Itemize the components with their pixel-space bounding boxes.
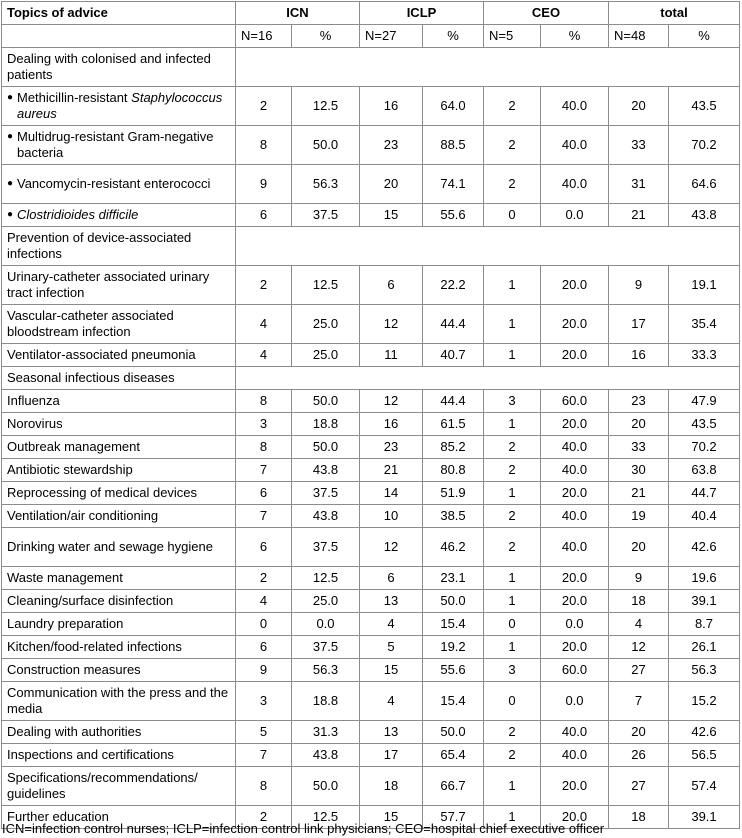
topic-cell: Outbreak management: [2, 436, 236, 459]
percent-cell: 55.6: [423, 659, 484, 682]
topic-cell: [2, 204, 236, 227]
percent-cell: 22.2: [423, 266, 484, 305]
count-cell: 8: [236, 126, 292, 165]
count-cell: 14: [360, 482, 423, 505]
percent-cell: 37.5: [292, 528, 360, 567]
italic-text: Staphylococcus aureus: [17, 90, 223, 121]
table-row: [2, 767, 740, 806]
count-cell: 2: [484, 436, 541, 459]
table-row: [2, 87, 740, 126]
bullet-icon: ●: [7, 178, 14, 189]
percent-cell: 85.2: [423, 436, 484, 459]
count-cell: 4: [236, 305, 292, 344]
percent-cell: 38.5: [423, 505, 484, 528]
count-cell: 23: [609, 390, 669, 413]
count-cell: 20: [609, 413, 669, 436]
bullet-icon: ●: [7, 131, 14, 142]
count-cell: 15: [360, 806, 423, 829]
topic-label: [17, 129, 230, 161]
percent-cell: 64.6: [669, 165, 740, 204]
count-cell: 6: [236, 204, 292, 227]
table-row: [2, 204, 740, 227]
topic-cell: Dealing with authorities: [2, 721, 236, 744]
text-segment: Multidrug-resistant Gram-negative bacteria: [17, 129, 214, 160]
topic-label: [17, 90, 230, 122]
count-cell: 1: [484, 482, 541, 505]
count-cell: 13: [360, 590, 423, 613]
topic-cell: Kitchen/food-related infections: [2, 636, 236, 659]
percent-cell: 43.5: [669, 413, 740, 436]
group-header-ceo: CEO: [484, 2, 609, 25]
percent-cell: 20.0: [541, 305, 609, 344]
percent-cell: 40.0: [541, 87, 609, 126]
count-cell: 3: [236, 682, 292, 721]
count-cell: 3: [484, 390, 541, 413]
count-cell: 9: [236, 165, 292, 204]
topic-cell: Ventilator-associated pneumonia: [2, 344, 236, 367]
percent-cell: 64.0: [423, 87, 484, 126]
percent-cell: 19.1: [669, 266, 740, 305]
percent-cell: 0.0: [541, 613, 609, 636]
percent-cell: 20.0: [541, 806, 609, 829]
percent-cell: 35.4: [669, 305, 740, 344]
topic-cell: Specifications/recommendations/ guidelines: [2, 767, 236, 806]
table-row: [2, 721, 740, 744]
percent-cell: 56.3: [669, 659, 740, 682]
subheader-cell: %: [292, 25, 360, 48]
percent-cell: 20.0: [541, 266, 609, 305]
count-cell: 8: [236, 767, 292, 806]
count-cell: 2: [236, 806, 292, 829]
count-cell: 23: [360, 436, 423, 459]
percent-cell: 40.4: [669, 505, 740, 528]
topic-label: [17, 176, 230, 192]
count-cell: 20: [609, 87, 669, 126]
percent-cell: 43.5: [669, 87, 740, 126]
percent-cell: 40.0: [541, 165, 609, 204]
count-cell: 1: [484, 590, 541, 613]
count-cell: 15: [360, 659, 423, 682]
topic-cell: Waste management: [2, 567, 236, 590]
percent-cell: 47.9: [669, 390, 740, 413]
count-cell: 6: [360, 567, 423, 590]
percent-cell: 20.0: [541, 567, 609, 590]
group-header-total: total: [609, 2, 740, 25]
percent-cell: 40.0: [541, 459, 609, 482]
percent-cell: 50.0: [423, 590, 484, 613]
percent-cell: 39.1: [669, 806, 740, 829]
count-cell: 26: [609, 744, 669, 767]
subheader-cell: N=48: [609, 25, 669, 48]
count-cell: 6: [236, 528, 292, 567]
topic-cell: Communication with the press and the media: [2, 682, 236, 721]
topic-cell: Antibiotic stewardship: [2, 459, 236, 482]
count-cell: 7: [236, 505, 292, 528]
table-row: [2, 590, 740, 613]
topic-cell: Inspections and certifications: [2, 744, 236, 767]
count-cell: 8: [236, 390, 292, 413]
percent-cell: 20.0: [541, 482, 609, 505]
table-row: [2, 436, 740, 459]
percent-cell: 50.0: [292, 767, 360, 806]
topic-cell: Cleaning/surface disinfection: [2, 590, 236, 613]
topics-header: Topics of advice: [2, 2, 236, 25]
count-cell: 12: [360, 305, 423, 344]
count-cell: 1: [484, 344, 541, 367]
percent-cell: 40.0: [541, 505, 609, 528]
table-row: [2, 528, 740, 567]
count-cell: 16: [360, 413, 423, 436]
count-cell: 20: [609, 528, 669, 567]
count-cell: 2: [484, 459, 541, 482]
percent-cell: 25.0: [292, 305, 360, 344]
percent-cell: 40.0: [541, 436, 609, 459]
percent-cell: 19.2: [423, 636, 484, 659]
subheader-cell: %: [669, 25, 740, 48]
table-row: [2, 305, 740, 344]
topic-cell: Drinking water and sewage hygiene: [2, 528, 236, 567]
count-cell: 27: [609, 767, 669, 806]
count-cell: 0: [484, 204, 541, 227]
advice-table: [1, 1, 740, 829]
count-cell: 13: [360, 721, 423, 744]
percent-cell: 25.0: [292, 344, 360, 367]
percent-cell: 44.4: [423, 390, 484, 413]
topic-label: [17, 207, 230, 223]
table-row: [2, 390, 740, 413]
percent-cell: 55.6: [423, 204, 484, 227]
percent-cell: 15.4: [423, 613, 484, 636]
count-cell: 16: [609, 344, 669, 367]
percent-cell: 57.7: [423, 806, 484, 829]
count-cell: 18: [609, 590, 669, 613]
table-row: [2, 344, 740, 367]
count-cell: 18: [360, 767, 423, 806]
percent-cell: 80.8: [423, 459, 484, 482]
percent-cell: 12.5: [292, 567, 360, 590]
percent-cell: 37.5: [292, 636, 360, 659]
percent-cell: 56.3: [292, 659, 360, 682]
percent-cell: 20.0: [541, 344, 609, 367]
count-cell: 4: [360, 682, 423, 721]
section-label: Seasonal infectious diseases: [2, 367, 236, 390]
count-cell: 3: [484, 659, 541, 682]
group-header-iclp: ICLP: [360, 2, 484, 25]
percent-cell: 40.0: [541, 126, 609, 165]
percent-cell: 19.6: [669, 567, 740, 590]
count-cell: 7: [236, 459, 292, 482]
count-cell: 10: [360, 505, 423, 528]
count-cell: 18: [609, 806, 669, 829]
subheader-row: [2, 25, 740, 48]
percent-cell: 88.5: [423, 126, 484, 165]
count-cell: 33: [609, 126, 669, 165]
count-cell: 12: [609, 636, 669, 659]
percent-cell: 37.5: [292, 482, 360, 505]
count-cell: 23: [360, 126, 423, 165]
percent-cell: 46.2: [423, 528, 484, 567]
percent-cell: 50.0: [292, 126, 360, 165]
topic-cell: Reprocessing of medical devices: [2, 482, 236, 505]
count-cell: 21: [609, 482, 669, 505]
count-cell: 6: [236, 636, 292, 659]
group-header-icn: ICN: [236, 2, 360, 25]
count-cell: 1: [484, 806, 541, 829]
count-cell: 31: [609, 165, 669, 204]
subheader-cell: N=5: [484, 25, 541, 48]
percent-cell: 42.6: [669, 528, 740, 567]
percent-cell: 12.5: [292, 87, 360, 126]
subheader-cell: N=27: [360, 25, 423, 48]
percent-cell: 20.0: [541, 590, 609, 613]
percent-cell: 66.7: [423, 767, 484, 806]
percent-cell: 31.3: [292, 721, 360, 744]
section-empty-cell: [236, 48, 740, 87]
count-cell: 17: [609, 305, 669, 344]
table-row: [2, 744, 740, 767]
percent-cell: 40.0: [541, 721, 609, 744]
subheader-cell: %: [541, 25, 609, 48]
text-segment: Methicillin-resistant: [17, 90, 132, 105]
percent-cell: 57.4: [669, 767, 740, 806]
percent-cell: 60.0: [541, 659, 609, 682]
section-row: [2, 48, 740, 87]
count-cell: 2: [484, 505, 541, 528]
table-row: [2, 505, 740, 528]
percent-cell: 0.0: [292, 613, 360, 636]
percent-cell: 18.8: [292, 413, 360, 436]
topic-cell: Construction measures: [2, 659, 236, 682]
count-cell: 17: [360, 744, 423, 767]
count-cell: 27: [609, 659, 669, 682]
table-row: [2, 659, 740, 682]
percent-cell: 50.0: [423, 721, 484, 744]
count-cell: 8: [236, 436, 292, 459]
table-row: [2, 613, 740, 636]
count-cell: 33: [609, 436, 669, 459]
text-segment: Vancomycin-resistant enterococci: [17, 176, 211, 191]
header-row: [2, 2, 740, 25]
percent-cell: 70.2: [669, 436, 740, 459]
count-cell: 6: [360, 266, 423, 305]
table-row: [2, 567, 740, 590]
count-cell: 30: [609, 459, 669, 482]
topic-cell: Ventilation/air conditioning: [2, 505, 236, 528]
count-cell: 19: [609, 505, 669, 528]
percent-cell: 12.5: [292, 266, 360, 305]
count-cell: 9: [236, 659, 292, 682]
percent-cell: 0.0: [541, 204, 609, 227]
percent-cell: 8.7: [669, 613, 740, 636]
count-cell: 2: [484, 126, 541, 165]
italic-text: Clostridioides difficile: [17, 207, 139, 222]
count-cell: 1: [484, 636, 541, 659]
percent-cell: 56.5: [669, 744, 740, 767]
section-row: [2, 227, 740, 266]
table-row: [2, 126, 740, 165]
percent-cell: 51.9: [423, 482, 484, 505]
percent-cell: 56.3: [292, 165, 360, 204]
count-cell: 0: [484, 613, 541, 636]
table-row: [2, 266, 740, 305]
percent-cell: 33.3: [669, 344, 740, 367]
topic-cell: [2, 165, 236, 204]
count-cell: 9: [609, 266, 669, 305]
count-cell: 2: [236, 567, 292, 590]
percent-cell: 15.2: [669, 682, 740, 721]
percent-cell: 40.7: [423, 344, 484, 367]
percent-cell: 43.8: [292, 459, 360, 482]
topic-cell: Laundry preparation: [2, 613, 236, 636]
percent-cell: 20.0: [541, 413, 609, 436]
topic-cell: Norovirus: [2, 413, 236, 436]
percent-cell: 43.8: [292, 744, 360, 767]
table-row: [2, 165, 740, 204]
percent-cell: 40.0: [541, 528, 609, 567]
table-row: [2, 413, 740, 436]
count-cell: 1: [484, 567, 541, 590]
count-cell: 20: [609, 721, 669, 744]
section-label: Dealing with colonised and infected patients: [2, 48, 236, 87]
table-row: [2, 682, 740, 721]
percent-cell: 23.1: [423, 567, 484, 590]
count-cell: 4: [360, 613, 423, 636]
percent-cell: 20.0: [541, 767, 609, 806]
bullet-icon: ●: [7, 209, 14, 220]
percent-cell: 43.8: [292, 505, 360, 528]
bullet-icon: ●: [7, 92, 14, 103]
count-cell: 9: [609, 567, 669, 590]
count-cell: 5: [360, 636, 423, 659]
table-body: [2, 48, 740, 829]
count-cell: 5: [236, 721, 292, 744]
section-label: Prevention of device-associated infections: [2, 227, 236, 266]
count-cell: 2: [484, 528, 541, 567]
percent-cell: 20.0: [541, 636, 609, 659]
table-row: [2, 482, 740, 505]
count-cell: 7: [236, 744, 292, 767]
count-cell: 6: [236, 482, 292, 505]
count-cell: 0: [236, 613, 292, 636]
count-cell: 12: [360, 528, 423, 567]
subheader-cell: N=16: [236, 25, 292, 48]
count-cell: 15: [360, 204, 423, 227]
count-cell: 11: [360, 344, 423, 367]
table-footnote: ICN=infection control nurses; ICLP=infection control link physicians; CEO=hospital chief executive officer: [2, 821, 605, 836]
count-cell: 2: [484, 87, 541, 126]
count-cell: 21: [360, 459, 423, 482]
percent-cell: 18.8: [292, 682, 360, 721]
count-cell: 2: [484, 165, 541, 204]
count-cell: 4: [609, 613, 669, 636]
section-empty-cell: [236, 367, 740, 390]
percent-cell: 50.0: [292, 390, 360, 413]
table-row: [2, 459, 740, 482]
count-cell: 3: [236, 413, 292, 436]
topic-cell: Influenza: [2, 390, 236, 413]
count-cell: 21: [609, 204, 669, 227]
percent-cell: 65.4: [423, 744, 484, 767]
count-cell: 2: [236, 266, 292, 305]
count-cell: 1: [484, 767, 541, 806]
count-cell: 1: [484, 413, 541, 436]
count-cell: 20: [360, 165, 423, 204]
count-cell: 1: [484, 266, 541, 305]
table-row: [2, 636, 740, 659]
percent-cell: 0.0: [541, 682, 609, 721]
table-container: [1, 1, 740, 829]
count-cell: 2: [236, 87, 292, 126]
subheader-blank: [2, 25, 236, 48]
count-cell: 2: [484, 744, 541, 767]
topic-cell: Vascular-catheter associated bloodstream infection: [2, 305, 236, 344]
section-empty-cell: [236, 227, 740, 266]
count-cell: 16: [360, 87, 423, 126]
percent-cell: 44.7: [669, 482, 740, 505]
percent-cell: 42.6: [669, 721, 740, 744]
percent-cell: 37.5: [292, 204, 360, 227]
percent-cell: 61.5: [423, 413, 484, 436]
count-cell: 4: [236, 344, 292, 367]
percent-cell: 70.2: [669, 126, 740, 165]
percent-cell: 44.4: [423, 305, 484, 344]
count-cell: 4: [236, 590, 292, 613]
topic-cell: [2, 87, 236, 126]
percent-cell: 63.8: [669, 459, 740, 482]
percent-cell: 43.8: [669, 204, 740, 227]
subheader-cell: %: [423, 25, 484, 48]
percent-cell: 15.4: [423, 682, 484, 721]
percent-cell: 39.1: [669, 590, 740, 613]
percent-cell: 40.0: [541, 744, 609, 767]
section-row: [2, 367, 740, 390]
topic-cell: [2, 126, 236, 165]
percent-cell: 26.1: [669, 636, 740, 659]
count-cell: 2: [484, 721, 541, 744]
topic-cell: Urinary-catheter associated urinary tract infection: [2, 266, 236, 305]
topic-cell: Further education: [2, 806, 236, 829]
percent-cell: 60.0: [541, 390, 609, 413]
percent-cell: 25.0: [292, 590, 360, 613]
percent-cell: 50.0: [292, 436, 360, 459]
percent-cell: 12.5: [292, 806, 360, 829]
percent-cell: 74.1: [423, 165, 484, 204]
count-cell: 1: [484, 305, 541, 344]
count-cell: 0: [484, 682, 541, 721]
count-cell: 7: [609, 682, 669, 721]
count-cell: 12: [360, 390, 423, 413]
